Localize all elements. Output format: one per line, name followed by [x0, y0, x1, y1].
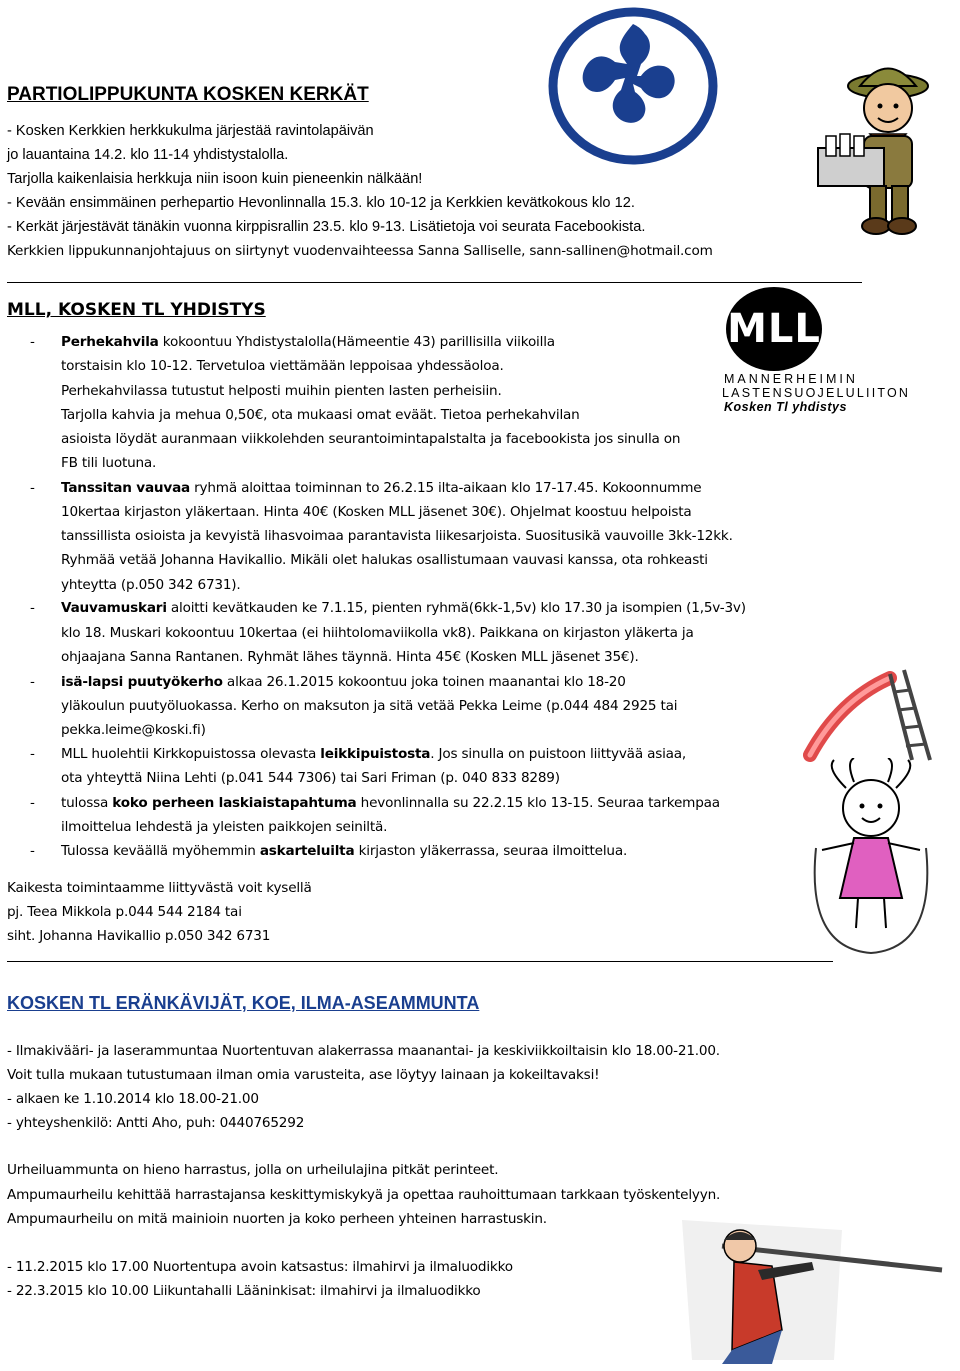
mll-logo-line1: MANNERHEIMIN — [724, 372, 858, 386]
jump-rope-girl-icon — [796, 758, 946, 958]
bullet-dash: - — [30, 480, 35, 496]
era-title: KOSKEN TL ERÄNKÄVIJÄT, KOE, ILMA-ASEAMMUNTA — [7, 993, 480, 1013]
partio-line: - Kerkät järjestävät tänäkin vuonna kirppisrallin 23.5. klo 9-13. Lisätietoja voi seurata Facebookista. — [7, 219, 646, 235]
partio-title: PARTIOLIPPUKUNTA KOSKEN KERKÄT — [7, 84, 369, 105]
mll-item: Tulossa keväällä myöhemmin askarteluilta kirjaston yläkerrassa, seuraa ilmoittelua. — [61, 843, 628, 859]
scout-boy-icon — [808, 56, 958, 244]
mll-item: isä-lapsi puutyökerho alkaa 26.1.2015 kokoontuu joka toinen maanantai klo 18-20 — [61, 674, 626, 690]
mll-item: Vauvamuskari aloitti kevätkauden ke 7.1.15, pienten ryhmä(6kk-1,5v) klo 17.30 ja isompien (1,5v-3v) — [61, 600, 746, 616]
mll-item-line: asioista löydät auranmaan viikkolehden seurantoimintapalstalta ja facebookista jos sinulla on — [61, 431, 681, 447]
mll-item-line: ota yhteyttä Niina Lehti (p.041 544 7306) tai Sari Friman (p. 040 833 8289) — [61, 770, 560, 786]
era-line: - 11.2.2015 klo 17.00 Nuortentupa avoin katsastus: ilmahirvi ja ilmaluodikko — [7, 1259, 513, 1275]
partio-line: jo lauantaina 14.2. klo 11-14 yhdistystalolla. — [7, 147, 289, 163]
mll-logo-line3: Kosken Tl yhdistys — [724, 400, 847, 414]
mll-item-line: torstaisin klo 10-12. Tervetuloa viettämään leppoisaa yhdessäoloa. — [61, 358, 504, 374]
era-line: Urheiluammunta on hieno harrastus, jolla on urheilulajina pitkät perinteet. — [7, 1162, 499, 1178]
mll-item-line: Perhekahvilassa tutustut helposti muihin pienten lasten perheisiin. — [61, 383, 502, 399]
era-line: - Ilmakivääri- ja laserammuntaa Nuortentuvan alakerrassa maanantai- ja keskiviikkoiltaisin klo 18.00-21.00. — [7, 1043, 720, 1059]
mll-contact-line: siht. Johanna Havikallio p.050 342 6731 — [7, 928, 271, 944]
mll-item: Tanssitan vauvaa ryhmä aloittaa toiminnan to 26.2.15 ilta-aikaan klo 17-17.45. Kokoonnumme — [61, 480, 702, 496]
mll-item-line: Tarjolla kahvia ja mehua 0,50€, ota mukaasi omat eväät. Tietoa perhekahvilan — [61, 407, 580, 423]
divider — [7, 961, 833, 962]
partio-line: Kerkkien lippukunnanjohtajuus on siirtynyt vuodenvaihteessa Sanna Salliselle, sann-sallinen@hotmail.com — [7, 243, 713, 259]
slide-icon — [800, 660, 950, 765]
mll-item-line: ilmoittelua lehdestä ja yleisten paikkojen seiniltä. — [61, 819, 388, 835]
era-line: Ampumaurheilu kehittää harrastajansa keskittymiskykyä ja opettaa rauhoittumaan tarkkaan työskentelyyn. — [7, 1187, 721, 1203]
mll-item-line: yhteytta (p.050 342 6731). — [61, 577, 241, 593]
era-line: - alkaen ke 1.10.2014 klo 18.00-21.00 — [7, 1091, 259, 1107]
bullet-dash: - — [30, 600, 35, 616]
bullet-dash: - — [30, 795, 35, 811]
mll-item-line: klo 18. Muskari kokoontuu 10kertaa (ei hiihtolomaviikolla vk8). Paikkana on kirjaston yläkerta ja — [61, 625, 694, 641]
divider — [7, 282, 862, 283]
partio-line: Tarjolla kaikenlaisia herkkuja niin isoon kuin pieneenkin nälkään! — [7, 171, 423, 187]
mll-item-line: yläkoulun puutyöluokassa. Kerho on maksuton ja sitä vetää Pekka Leime (p.044 484 2925 tai — [61, 698, 678, 714]
era-line: - 22.3.2015 klo 10.00 Liikuntahalli Lääninkisat: ilmahirvi ja ilmaluodikko — [7, 1283, 481, 1299]
partio-line: - Kosken Kerkkien herkkukulma järjestää ravintolapäivän — [7, 123, 374, 139]
scout-emblem-icon — [545, 6, 720, 166]
era-line: Ampumaurheilu on mitä mainioin nuorten ja koko perheen yhteinen harrastuskin. — [7, 1211, 547, 1227]
mll-item: Perhekahvila kokoontuu Yhdistystalolla(Hämeentie 43) parillisilla viikoilla — [61, 334, 555, 350]
mll-item-line: 10kertaa kirjaston yläkertaan. Hinta 40€ (Kosken MLL jäsenet 30€). Ohjelmat koostuu helpoista — [61, 504, 692, 520]
bullet-dash: - — [30, 674, 35, 690]
mll-logo-line2: LASTENSUOJELULIITON — [722, 386, 911, 400]
shooter-icon — [662, 1210, 954, 1366]
mll-item-line: pekka.leime@koski.fi) — [61, 722, 206, 738]
mll-item-line: tanssillista osioista ja kevyistä lihasvoimaa parantavista liikesarjoista. Suositusikä vauvoille 3kk-12kk. — [61, 528, 733, 544]
partio-line: - Kevään ensimmäinen perhepartio Hevonlinnalla 15.3. klo 10-12 ja Kerkkien kevätkokous klo 12. — [7, 195, 635, 211]
mll-title: MLL, KOSKEN TL YHDISTYS — [7, 300, 266, 320]
mll-item-line: Ryhmää vetää Johanna Havikallio. Mikäli olet halukas osallistumaan vauvasi kanssa, ota rohkeasti — [61, 552, 708, 568]
bullet-dash: - — [30, 843, 35, 859]
era-line: - yhteyshenkilö: Antti Aho, puh: 0440765292 — [7, 1115, 305, 1131]
mll-item: tulossa koko perheen laskiaistapahtuma hevonlinnalla su 22.2.15 klo 13-15. Seuraa tarkempaa — [61, 795, 720, 811]
mll-item-line: ohjaajana Sanna Rantanen. Ryhmät lähes täynnä. Hinta 45€ (Kosken MLL jäsenet 35€). — [61, 649, 639, 665]
bullet-dash: - — [30, 746, 35, 762]
mll-item-line: FB tili luotuna. — [61, 455, 157, 471]
bullet-dash: - — [30, 334, 35, 350]
mll-contact-line: Kaikesta toimintaamme liittyvästä voit kysellä — [7, 880, 312, 896]
mll-contact-line: pj. Teea Mikkola p.044 544 2184 tai — [7, 904, 242, 920]
mll-logo: MLL — [726, 287, 822, 371]
mll-item: MLL huolehtii Kirkkopuistossa olevasta leikkipuistosta. Jos sinulla on puistoon liittyvää asiaa, — [61, 746, 687, 762]
era-line: Voit tulla mukaan tutustumaan ilman omia varusteita, ase löytyy lainaan ja kokeiltavaksi! — [7, 1067, 600, 1083]
